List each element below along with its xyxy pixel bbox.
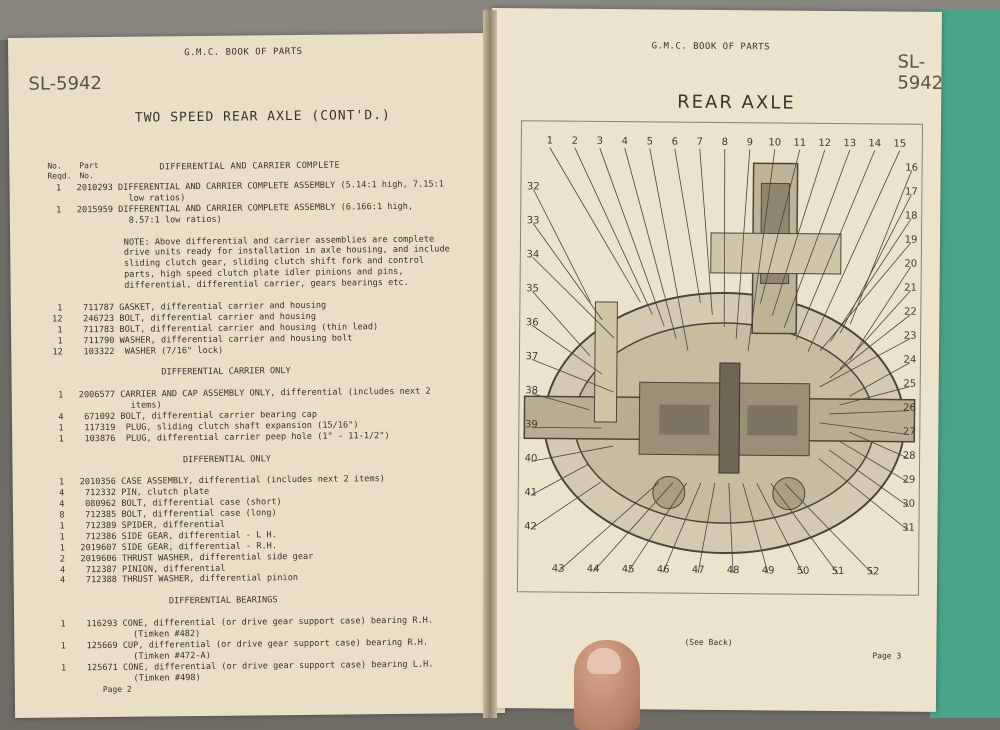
see-back-note: (See Back) bbox=[684, 637, 733, 648]
callout-42: 42 bbox=[524, 521, 537, 533]
callout-18: 18 bbox=[904, 210, 918, 222]
diagram-frame bbox=[517, 120, 923, 595]
callout-26: 26 bbox=[903, 402, 916, 414]
callout-4: 4 bbox=[621, 136, 629, 148]
callout-47: 47 bbox=[691, 564, 705, 576]
parts-line: 1 2010356 CASE ASSEMBLY, differential (includes next 2 items) bbox=[48, 474, 386, 488]
thumbnail-nail bbox=[587, 648, 621, 674]
catalog-code: SL-5942 bbox=[28, 73, 103, 95]
parts-line: (Timken #472-A) bbox=[50, 650, 211, 663]
callout-19: 19 bbox=[904, 234, 918, 246]
parts-line: differential, differential carrier, gears bearings etc. bbox=[46, 277, 409, 292]
parts-list bbox=[46, 179, 496, 704]
leader-line bbox=[573, 148, 653, 315]
parts-line: 1 711790 WASHER, differential carrier and housing bolt bbox=[47, 333, 353, 347]
parts-line: 4 712332 PIN, clutch plate bbox=[48, 487, 210, 499]
right-page bbox=[486, 8, 942, 712]
column-header-qty: No. Reqd. bbox=[47, 161, 72, 181]
parts-line: (Timken #482) bbox=[50, 628, 201, 641]
leader-line bbox=[532, 257, 615, 338]
callout-43: 43 bbox=[551, 563, 565, 575]
callout-11: 11 bbox=[793, 137, 807, 149]
callout-28: 28 bbox=[902, 450, 916, 462]
callout-20: 20 bbox=[904, 258, 918, 270]
parts-line: 1 2006577 CARRIER AND CAP ASSEMBLY ONLY, differential (includes next 2 bbox=[47, 386, 431, 401]
callout-8: 8 bbox=[721, 137, 729, 149]
parts-line: 1 712386 SIDE GEAR, differential - L H. bbox=[49, 530, 277, 543]
callout-52: 52 bbox=[866, 566, 880, 578]
column-header-part: Part No. bbox=[79, 161, 99, 181]
callout-16: 16 bbox=[905, 162, 919, 174]
callout-49: 49 bbox=[761, 565, 775, 577]
parts-line: DIFFERENTIAL CARRIER ONLY bbox=[47, 366, 291, 379]
carrier-top bbox=[711, 233, 841, 274]
bearing-right bbox=[773, 477, 805, 509]
parts-line: DIFFERENTIAL ONLY bbox=[48, 453, 271, 467]
parts-line: 1 117319 PLUG, sliding clutch shaft expansion (15/16") bbox=[48, 420, 359, 434]
leader-line bbox=[840, 194, 911, 334]
spider bbox=[719, 363, 740, 473]
parts-line: 1 2019607 SIDE GEAR, differential - R.H. bbox=[49, 540, 278, 554]
callout-46: 46 bbox=[656, 564, 670, 576]
callout-30: 30 bbox=[902, 498, 916, 510]
callout-38: 38 bbox=[525, 385, 539, 397]
side-gear-right bbox=[747, 405, 797, 435]
parts-line: 1 2010293 DIFFERENTIAL AND CARRIER COMPLETE ASSEMBLY (5.14:1 high, 7.15:1 bbox=[45, 179, 445, 194]
catalog-code: SL-5942 bbox=[897, 51, 944, 94]
callout-3: 3 bbox=[596, 135, 604, 147]
shift-fork bbox=[594, 302, 617, 422]
leader-line bbox=[850, 170, 911, 325]
parts-line: low ratios) bbox=[45, 193, 186, 205]
left-page bbox=[8, 33, 505, 718]
parts-line: 2 2019606 THRUST WASHER, differential side gear bbox=[49, 551, 314, 565]
parts-line: 1 125669 CUP, differential (or drive gear support case) bearing R.H. bbox=[50, 637, 429, 652]
callout-39: 39 bbox=[524, 419, 538, 431]
side-gear-left bbox=[659, 404, 709, 434]
callout-14: 14 bbox=[868, 138, 882, 150]
callout-27: 27 bbox=[902, 426, 916, 438]
parts-line: 4 712388 THRUST WASHER, differential pinion bbox=[49, 573, 299, 586]
parts-line: 1 103876 PLUG, differential carrier peep hole (1" - 11-1/2") bbox=[48, 430, 390, 445]
leader-line bbox=[532, 189, 591, 302]
leader-line bbox=[532, 291, 591, 356]
page-title: TWO SPEED REAR AXLE (CONT'D.) bbox=[134, 107, 391, 126]
callout-48: 48 bbox=[726, 565, 740, 577]
callout-33: 33 bbox=[526, 215, 540, 227]
callout-1: 1 bbox=[546, 135, 554, 147]
callout-6: 6 bbox=[671, 136, 679, 148]
leader-line bbox=[698, 149, 713, 315]
callout-45: 45 bbox=[621, 564, 635, 576]
section-heading: DIFFERENTIAL AND CARRIER COMPLETE bbox=[159, 160, 341, 173]
parts-line: 12 103322 WASHER (7/16" lock) bbox=[47, 345, 224, 358]
callout-24: 24 bbox=[903, 354, 917, 366]
callout-2: 2 bbox=[571, 135, 579, 147]
callout-17: 17 bbox=[904, 186, 918, 198]
parts-line: sliding clutch gear, sliding clutch shift fork and control bbox=[46, 255, 425, 270]
callout-44: 44 bbox=[586, 563, 600, 575]
callout-36: 36 bbox=[525, 317, 539, 329]
callout-29: 29 bbox=[902, 474, 916, 486]
callout-22: 22 bbox=[903, 306, 917, 318]
parts-line: 1 116293 CONE, differential (or drive gear support case) bearing R.H. bbox=[50, 615, 434, 630]
leader-line bbox=[532, 223, 603, 320]
callout-34: 34 bbox=[526, 249, 540, 261]
parts-line: 4 080962 BOLT, differential case (short) bbox=[48, 497, 282, 510]
callout-9: 9 bbox=[746, 137, 754, 149]
callout-13: 13 bbox=[843, 138, 857, 150]
callout-5: 5 bbox=[646, 136, 654, 148]
leader-line bbox=[850, 266, 911, 361]
callout-10: 10 bbox=[768, 137, 782, 149]
parts-line: 8.57:1 low ratios) bbox=[45, 214, 222, 227]
parts-line: 12 246723 BOLT, differential carrier and housing bbox=[46, 311, 317, 325]
parts-line: drive units ready for installation in axle housing, and include bbox=[46, 244, 450, 260]
parts-line: items) bbox=[47, 400, 162, 412]
page-number: Page 2 bbox=[102, 684, 132, 695]
parts-line: 1 2015959 DIFFERENTIAL AND CARRIER COMPLETE ASSEMBLY (6.166:1 high, bbox=[45, 201, 414, 216]
callout-40: 40 bbox=[524, 453, 538, 465]
running-head: G.M.C. BOOK OF PARTS bbox=[184, 46, 303, 59]
parts-line: parts, high speed clutch plate idler pinions and pins, bbox=[46, 267, 404, 281]
parts-line: 1 712389 SPIDER, differential bbox=[49, 519, 226, 532]
callout-23: 23 bbox=[903, 330, 917, 342]
parts-line: 1 711787 GASKET, differential carrier and housing bbox=[46, 300, 327, 314]
callout-25: 25 bbox=[903, 378, 917, 390]
callout-51: 51 bbox=[831, 565, 845, 578]
running-head: G.M.C. BOOK OF PARTS bbox=[651, 41, 771, 53]
callout-32: 32 bbox=[527, 181, 540, 193]
rear-axle-diagram bbox=[518, 121, 922, 594]
parts-line: NOTE: Above differential and carrier assemblies are complete bbox=[46, 234, 435, 249]
book-gutter bbox=[483, 10, 497, 718]
parts-line: 4 671092 BOLT, differential carrier bearing cap bbox=[47, 409, 318, 423]
parts-line: 4 712387 PINION, differential bbox=[49, 563, 226, 576]
diagram-title: REAR AXLE bbox=[677, 91, 796, 114]
callout-21: 21 bbox=[904, 282, 917, 294]
page-number: Page 3 bbox=[872, 651, 902, 661]
callout-12: 12 bbox=[818, 137, 832, 149]
callout-7: 7 bbox=[696, 136, 704, 148]
parts-line: DIFFERENTIAL BEARINGS bbox=[49, 595, 278, 608]
leader-line bbox=[673, 149, 701, 303]
callout-50: 50 bbox=[796, 565, 810, 577]
parts-line: 8 712385 BOLT, differential case (long) bbox=[48, 508, 277, 521]
parts-line: (Timken #498) bbox=[50, 672, 201, 685]
parts-line: 1 125671 CONE, differential (or drive gear support case) bearing L.H. bbox=[50, 659, 434, 674]
callout-31: 31 bbox=[902, 522, 915, 534]
callout-41: 41 bbox=[524, 487, 538, 499]
callout-35: 35 bbox=[526, 283, 539, 295]
parts-line: 1 711783 BOLT, differential carrier and housing (thin lead) bbox=[47, 321, 379, 336]
callout-37: 37 bbox=[525, 351, 539, 363]
callout-15: 15 bbox=[893, 138, 907, 150]
